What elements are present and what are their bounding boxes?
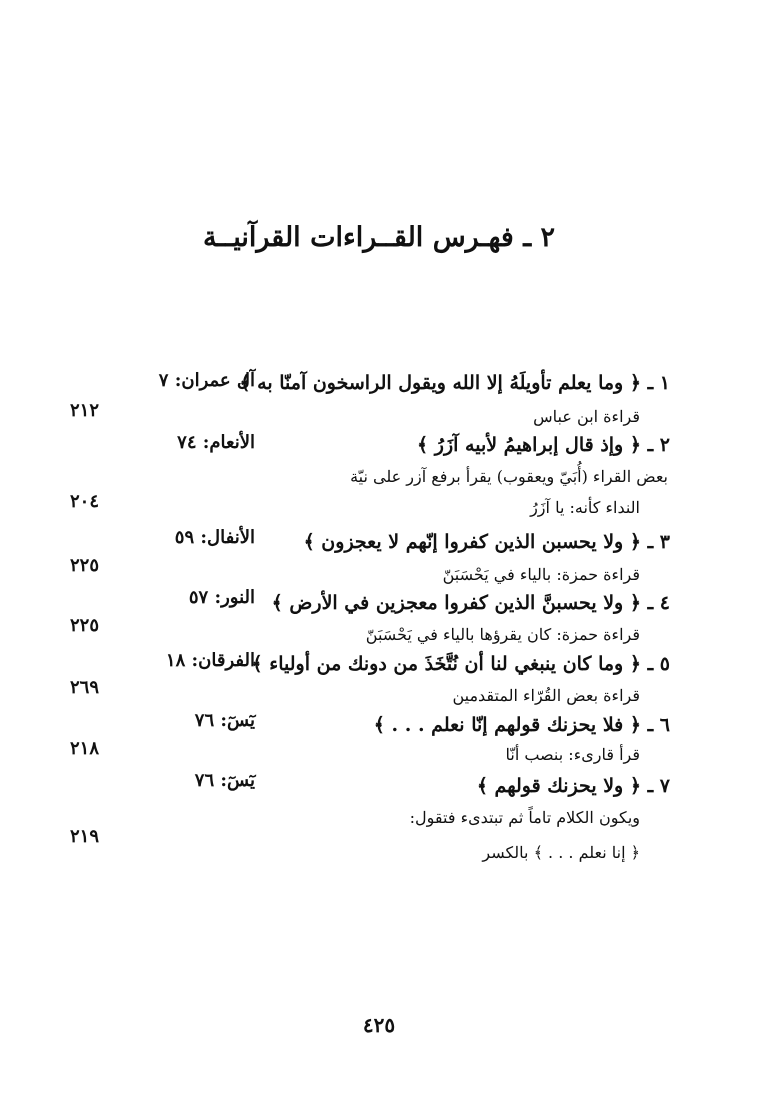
verse-entry-6: ٦ ـ ﴿ فلا يحزنك قولهم إنّا نعلم . . . ﴾ — [373, 714, 670, 736]
reading-note-1: قراءة ابن عباس — [533, 407, 640, 426]
sura-reference-4: النور: ٥٧ — [188, 587, 255, 608]
reading-note-6: قرأ قارىء: بنصب أنّا — [505, 745, 640, 764]
page-number: ٤٢٥ — [362, 1013, 396, 1037]
sura-reference-6: يٓسٓ: ٧٦ — [194, 710, 255, 731]
reading-note-2a: بعض القراء (أُبَيّ ويعقوب) يقرأ برفع آزر على نيّة — [350, 467, 668, 486]
page-reference-5: ٢٦٩ — [70, 677, 100, 698]
page-reference-4: ٢٢٥ — [70, 615, 100, 636]
reading-note-7b: ﴿ إنا نعلم . . . ﴾ بالكسر — [482, 843, 640, 862]
page-reference-3: ٢٢٥ — [70, 555, 100, 576]
sura-reference-2: الأنعام: ٧٤ — [177, 432, 255, 453]
page-reference-6: ٢١٨ — [70, 738, 100, 759]
sura-reference-3: الأنفال: ٥٩ — [174, 527, 255, 548]
verse-entry-7: ٧ ـ ﴿ ولا يحزنك قولهم ﴾ — [476, 775, 670, 797]
page-reference-2: ٢٠٤ — [70, 491, 100, 512]
sura-reference-1: آل عمران: ٧ — [158, 370, 255, 391]
page-title: ٢ ـ فهـرس القــراءات القرآنيــة — [202, 222, 556, 253]
verse-entry-3: ٣ ـ ﴿ ولا يحسبن الذين كفروا إنّهم لا يعجزون ﴾ — [303, 531, 670, 553]
page-reference-1: ٢١٢ — [70, 400, 100, 421]
verse-entry-1: ١ ـ ﴿ وما يعلم تأويلَهُ إلا الله ويقول الراسخون آمنّا به ﴾ — [239, 372, 670, 394]
verse-entry-2: ٢ ـ ﴿ وإذ قال إبراهيمُ لأبيه آزَرُ ﴾ — [417, 434, 670, 456]
reading-note-4: قراءة حمزة: كان يقرؤها بالياء في يَحْسَبَنّ — [365, 625, 640, 644]
sura-reference-7: يٓسٓ: ٧٦ — [194, 770, 255, 791]
verse-entry-5: ٥ ـ ﴿ وما كان ينبغي لنا أن نُتَّخَذَ من دونك من أولياء ﴾ — [251, 653, 670, 675]
reading-note-3: قراءة حمزة: بالياء في يَحْسَبَنّ — [442, 565, 640, 584]
page-reference-7: ٢١٩ — [70, 826, 100, 847]
sura-reference-5: الفرقان: ١٨ — [165, 650, 255, 671]
reading-note-5: قراءة بعض القُرّاء المتقدمين — [452, 686, 640, 705]
reading-note-2b: النداء كأنه: يا آزَرُ — [530, 498, 640, 517]
verse-entry-4: ٤ ـ ﴿ ولا يحسبنَّ الذين كفروا معجزين في الأرض ﴾ — [271, 592, 670, 614]
reading-note-7a: ويكون الكلام تاماً ثم تبتدىء فتقول: — [409, 808, 640, 827]
